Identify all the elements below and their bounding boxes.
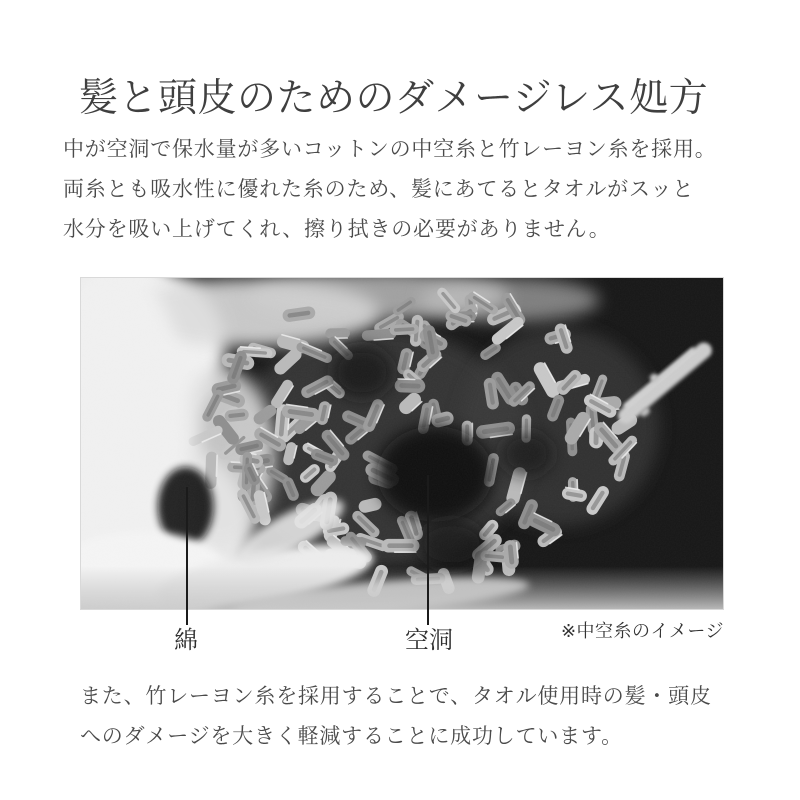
- cotton-label: 綿: [174, 627, 198, 654]
- text-line: 両糸とも吸水性に優れた糸のため、髪にあてるとタオルがスッと: [63, 178, 695, 201]
- text-line: へのダメージを大きく軽減することに成功しています。: [80, 725, 623, 748]
- intro-paragraph: [63, 130, 717, 250]
- image-caption: ※中空糸のイメージ: [560, 621, 724, 641]
- outro-paragraph: [80, 677, 712, 757]
- hollow-pointer-line: [427, 475, 429, 625]
- text-line: 水分を吸い上げてくれ、擦り拭きの必要がありません。: [63, 218, 611, 241]
- hollow-label: 空洞: [405, 627, 453, 654]
- text-line: また、竹レーヨン糸を採用することで、タオル使用時の髪・頭皮: [80, 685, 712, 708]
- section-title: 髪と頭皮のためのダメージレス処方: [79, 77, 709, 121]
- sem-illustration: [81, 278, 723, 609]
- cotton-pointer-line: [186, 487, 188, 625]
- text-line: 中が空洞で保水量が多いコットンの中空糸と竹レーヨン糸を採用。: [63, 138, 717, 161]
- micrograph-image: [80, 277, 724, 610]
